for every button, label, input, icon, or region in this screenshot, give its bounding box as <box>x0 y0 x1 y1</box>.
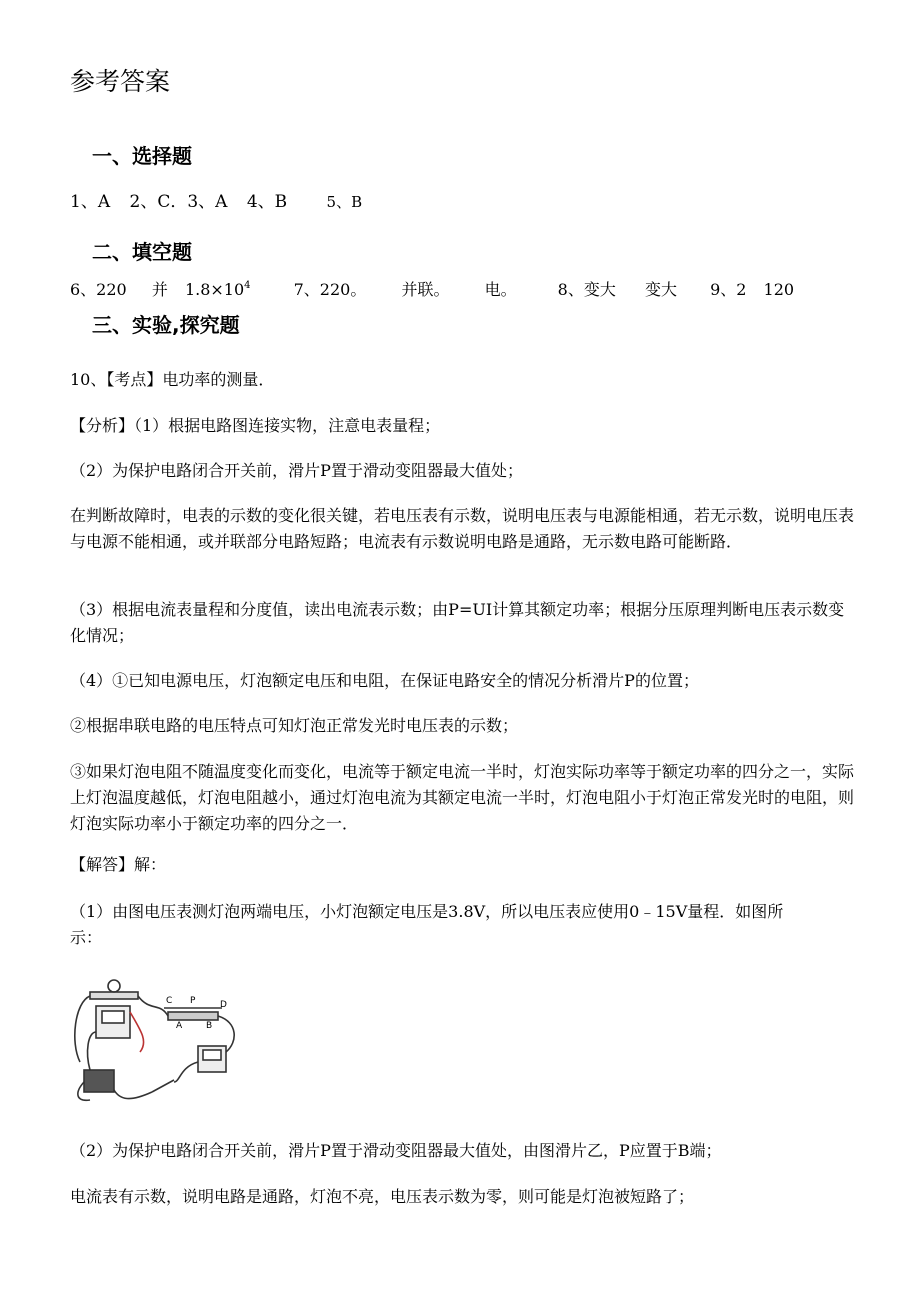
figure-label-b: B <box>206 1021 213 1031</box>
q10-fenxi-3: 在判断故障时，电表的示数的变化很关键，若电压表有示数，说明电压表与电源能相通，若无示数，说明电压表与电源不能相通，或并联部分电路短路；电流表有示数说明电路是通路，无示数电路可能断路． <box>70 506 855 551</box>
q10-jieda-1: （1）由图电压表测灯泡两端电压，小灯泡额定电压是3.8V，所以电压表应使用0﹣15V量程．如图所示： <box>70 902 784 947</box>
choice-answer-1: 1、A <box>70 192 111 212</box>
fill-answer-9b: 120 <box>763 280 795 299</box>
q10-jieda: 【解答】解： <box>70 855 167 874</box>
fill-answer-8a: 8、变大 <box>557 280 616 299</box>
fill-answer-7c: 电。 <box>484 280 517 299</box>
page-title: 参考答案 <box>70 67 171 96</box>
lamp-base <box>90 992 138 999</box>
choice-answer-5: 5、B <box>326 193 363 211</box>
circuit-figure <box>70 972 240 1107</box>
switch <box>152 1080 174 1092</box>
q10-fenxi-6: ②根据串联电路的电压特点可知灯泡正常发光时电压表的示数； <box>70 716 519 735</box>
fill-answer-6c-exponent: 4 <box>244 280 251 291</box>
section-experiment-heading: 三、实验,探究题 <box>92 313 240 337</box>
rheostat <box>168 1012 218 1020</box>
q10-jieda-3: 电流表有示数，说明电路是通路，灯泡不亮，电压表示数为零，则可能是灯泡被短路了； <box>70 1187 695 1206</box>
figure-label-c: C <box>166 996 173 1006</box>
q10-fenxi-1: 【分析】（1）根据电路图连接实物，注意电表量程； <box>70 416 441 435</box>
fill-answer-6b: 并 <box>151 280 168 299</box>
fill-answer-6a: 6、220 <box>70 280 127 299</box>
fill-answer-9a: 9、2 <box>710 280 747 299</box>
figure-label-p: P <box>190 996 196 1006</box>
section-fill-heading: 二、填空题 <box>92 240 192 264</box>
fill-answer-7a: 7、220。 <box>293 280 367 299</box>
choice-answer-2-3: 2、C．3、A <box>129 192 228 212</box>
fill-answer-7b: 并联。 <box>401 280 450 299</box>
choice-answers <box>70 189 388 215</box>
section-choice-heading: 一、选择题 <box>92 144 192 168</box>
fill-answers <box>70 273 820 303</box>
q10-fenxi-5: （4）①已知电源电压，灯泡额定电压和电阻，在保证电路安全的情况分析滑片P的位置； <box>70 671 699 690</box>
q10-jieda-2: （2）为保护电路闭合开关前，滑片P置于滑动变阻器最大值处，由图滑片乙，P应置于B端； <box>70 1141 722 1160</box>
figure-label-a: A <box>176 1021 183 1031</box>
battery <box>84 1070 114 1092</box>
lamp-bulb <box>108 980 120 992</box>
q10-fenxi-7: ③如果灯泡电阻不随温度变化而变化，电流等于额定电流一半时，灯泡实际功率等于额定功率的四分之一，实际上灯泡温度越低，灯泡电阻越小，通过灯泡电流为其额定电流一半时，灯泡电阻小于灯泡正常发光时的电阻，则灯泡实际功率小于额定功率的四分之一． <box>70 762 855 833</box>
choice-answer-4: 4、B <box>246 192 288 212</box>
fill-answer-6c <box>185 273 251 303</box>
q10-fenxi-4: （3）根据电流表量程和分度值，读出电流表示数；由P=UI计算其额定功率；根据分压原理判断电压表示数变化情况； <box>70 600 845 645</box>
q10-fenxi-2: （2）为保护电路闭合开关前，滑片P置于滑动变阻器最大值处； <box>70 461 523 480</box>
fill-answer-8b: 变大 <box>644 280 677 299</box>
figure-label-d: D <box>220 1000 227 1010</box>
q10-kaodian: 10、【考点】电功率的测量． <box>70 370 275 389</box>
fill-answer-6c-base: 1.8×10 <box>184 280 245 299</box>
